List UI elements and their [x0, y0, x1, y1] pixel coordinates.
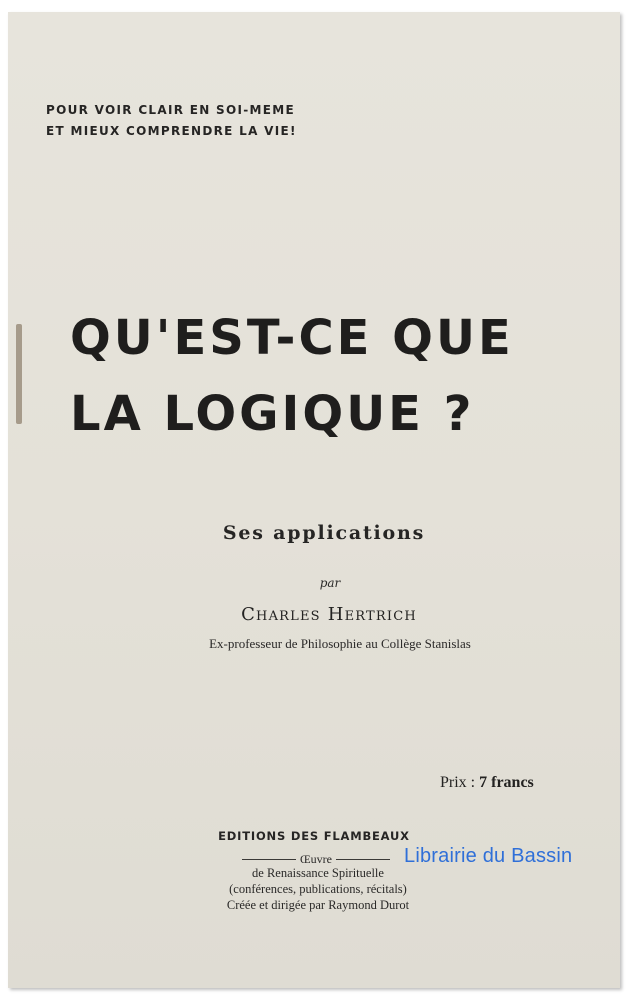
oeuvre-label: Œuvre — [300, 851, 332, 866]
price-value: 7 francs — [479, 774, 534, 791]
publisher-line: Créée et dirigée par Raymond Durot — [226, 898, 410, 912]
title-line: QU'EST-CE QUE — [70, 310, 514, 366]
by-label: par — [319, 576, 341, 590]
tagline — [46, 100, 297, 142]
author-role: Ex-professeur de Philosophie au Collège Stanislas — [209, 636, 471, 651]
price-label: Prix : — [440, 774, 476, 791]
book-title — [70, 300, 514, 452]
divider — [336, 859, 390, 860]
tagline-line: ET MIEUX COMPRENDRE LA VIE! — [46, 124, 297, 138]
oeuvre-row — [238, 852, 394, 866]
seller-watermark: Librairie du Bassin — [404, 845, 573, 867]
price — [440, 774, 534, 792]
title-line: LA LOGIQUE ? — [70, 386, 475, 442]
publisher-details — [188, 865, 448, 913]
publisher-line: de Renaissance Spirituelle — [252, 866, 384, 880]
divider — [242, 859, 296, 860]
publisher-name: EDITIONS DES FLAMBEAUX — [218, 829, 410, 843]
staple-binding — [16, 324, 22, 424]
booklet-cover — [8, 12, 620, 988]
author-name: Charles Hertrich — [241, 604, 417, 625]
publisher-line: (conférences, publications, récitals) — [229, 882, 407, 896]
tagline-line: POUR VOIR CLAIR EN SOI-MEME — [46, 103, 296, 117]
subtitle: Ses applications — [222, 522, 426, 544]
